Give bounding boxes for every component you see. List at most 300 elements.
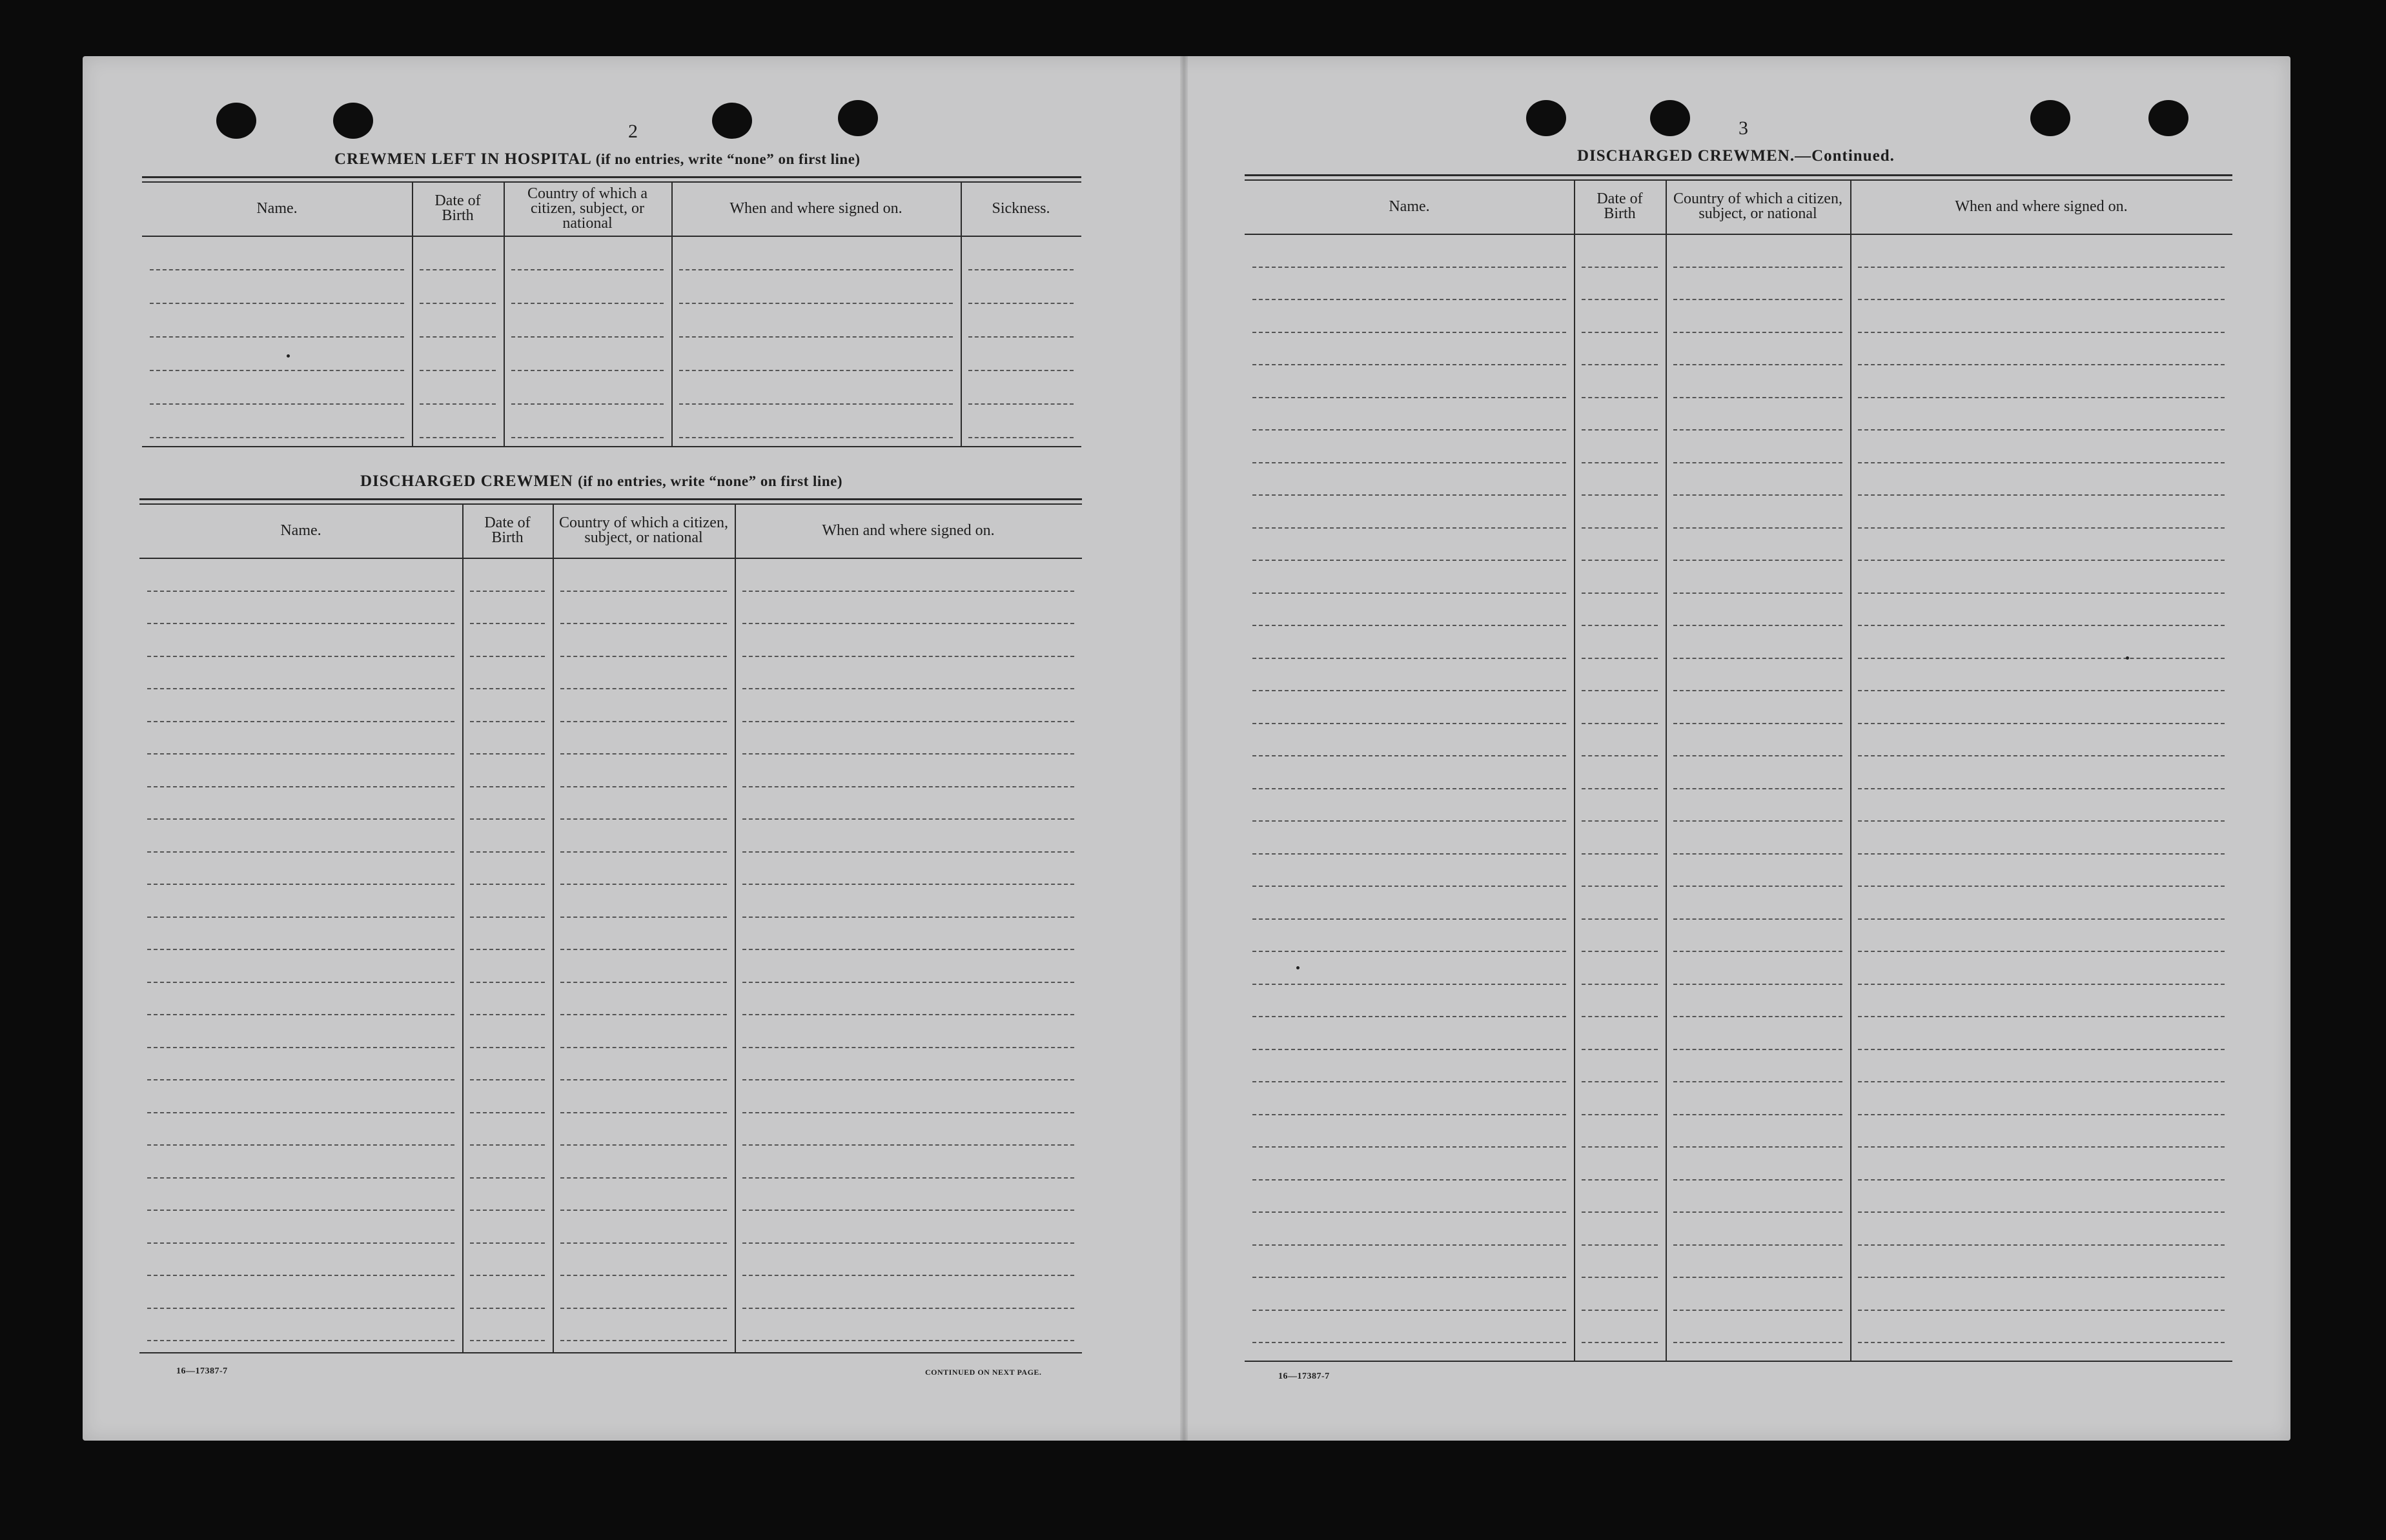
discharged-continued-entry-line xyxy=(1858,788,2225,789)
discharged-continued-entry-line xyxy=(1582,1081,1658,1082)
continued-notice: CONTINUED ON NEXT PAGE. xyxy=(925,1368,1042,1377)
discharged-continued-entry-line xyxy=(1252,494,1566,496)
discharged-continued-entry-line xyxy=(1582,364,1658,365)
discharged-continued-bottom-rule xyxy=(1245,1361,2232,1362)
binder-hole xyxy=(2030,100,2070,136)
discharged-continued-entry-line xyxy=(1582,462,1658,463)
discharged-entry-line xyxy=(742,721,1074,722)
discharged-entry-line xyxy=(470,1112,545,1113)
discharged-continued-entry-line xyxy=(1858,462,2225,463)
discharged-continued-entry-line xyxy=(1582,658,1658,659)
hospital-section-title xyxy=(334,150,861,168)
discharged-entry-line xyxy=(470,851,545,853)
binder-hole xyxy=(1526,100,1566,136)
discharged-continued-entry-line xyxy=(1582,397,1658,398)
discharged-entry-line xyxy=(147,949,454,950)
hospital-entry-line xyxy=(968,370,1074,371)
discharged-entry-line xyxy=(147,1275,454,1276)
discharged-entry-line xyxy=(147,884,454,885)
hospital-entry-line xyxy=(679,336,953,338)
discharged-continued-entry-line xyxy=(1252,690,1566,691)
discharged-entry-line xyxy=(470,591,545,592)
discharged-continued-entry-line xyxy=(1858,1146,2225,1148)
discharged-continued-entry-line xyxy=(1858,560,2225,561)
binder-hole xyxy=(712,103,752,139)
discharged-continued-entry-line xyxy=(1582,788,1658,789)
discharged-column-rule xyxy=(553,503,554,1353)
discharged-continued-entry-line xyxy=(1582,690,1658,691)
discharged-entry-line xyxy=(470,786,545,787)
discharged-continued-entry-line xyxy=(1673,593,1842,594)
discharged-continued-text: DISCHARGED CREWMEN.—Continued. xyxy=(1577,147,1895,165)
hospital-entry-line xyxy=(420,403,496,405)
discharged-continued-entry-line xyxy=(1858,1277,2225,1278)
discharged-entry-line xyxy=(147,753,454,755)
discharged-continued-entry-line xyxy=(1858,332,2225,333)
discharged-entry-line xyxy=(560,1079,727,1080)
form-code-left: 16—17387-7 xyxy=(176,1366,228,1376)
discharged-continued-entry-line xyxy=(1252,429,1566,431)
page-number-right: 3 xyxy=(1739,117,1748,139)
discharged-continued-entry-line xyxy=(1673,462,1842,463)
discharged-continued-entry-line xyxy=(1582,593,1658,594)
hospital-entry-line xyxy=(420,303,496,304)
discharged-entry-line xyxy=(742,949,1074,950)
hospital-entry-line xyxy=(420,336,496,338)
discharged-continued-entry-line xyxy=(1673,788,1842,789)
discharged-entry-line xyxy=(147,1210,454,1211)
hospital-column-rule xyxy=(961,181,962,447)
ink-speck xyxy=(287,354,290,358)
discharged-continued-entry-line xyxy=(1582,429,1658,431)
discharged-entry-line xyxy=(742,656,1074,657)
discharged-continued-entry-line xyxy=(1252,886,1566,887)
discharged-entry-line xyxy=(560,1242,727,1244)
discharged-entry-line xyxy=(147,982,454,983)
discharged-continued-entry-line xyxy=(1252,723,1566,724)
discharged-entry-line xyxy=(560,1112,727,1113)
discharged-entry-line xyxy=(560,851,727,853)
discharged-entry-line xyxy=(147,818,454,820)
discharged-entry-line xyxy=(147,786,454,787)
hospital-entry-line xyxy=(968,336,1074,338)
binder-hole xyxy=(333,103,373,139)
discharged-continued-entry-line xyxy=(1252,462,1566,463)
discharged-continued-entry-line xyxy=(1673,886,1842,887)
discharged-continued-entry-line xyxy=(1858,1310,2225,1311)
discharged-continued-entry-line xyxy=(1582,560,1658,561)
hospital-entry-line xyxy=(511,269,664,270)
discharged-continued-column-header: Name. xyxy=(1389,198,1430,215)
hospital-column-header: Name. xyxy=(256,199,298,217)
discharged-continued-entry-line xyxy=(1858,918,2225,920)
discharged-continued-entry-line xyxy=(1858,1114,2225,1115)
discharged-entry-line xyxy=(742,1112,1074,1113)
hospital-entry-line xyxy=(150,437,404,438)
hospital-entry-line xyxy=(150,370,404,371)
discharged-continued-entry-line xyxy=(1252,299,1566,300)
hospital-column-header: When and where signed on. xyxy=(729,199,902,217)
discharged-continued-entry-line xyxy=(1673,332,1842,333)
discharged-continued-entry-line xyxy=(1858,1049,2225,1050)
discharged-entry-line xyxy=(560,1340,727,1341)
discharged-continued-entry-line xyxy=(1673,853,1842,855)
discharged-continued-entry-line xyxy=(1673,1081,1842,1082)
discharged-bottom-rule xyxy=(139,1352,1082,1353)
hospital-table xyxy=(142,176,1081,447)
discharged-continued-entry-line xyxy=(1582,1244,1658,1246)
discharged-continued-entry-line xyxy=(1858,397,2225,398)
discharged-entry-line xyxy=(470,1340,545,1341)
discharged-continued-entry-line xyxy=(1252,918,1566,920)
discharged-entry-line xyxy=(147,1047,454,1048)
discharged-entry-line xyxy=(742,1210,1074,1211)
discharged-continued-entry-line xyxy=(1673,658,1842,659)
discharged-continued-entry-line xyxy=(1252,560,1566,561)
hospital-entry-line xyxy=(511,336,664,338)
discharged-entry-line xyxy=(742,753,1074,755)
discharged-entry-line xyxy=(742,1340,1074,1341)
discharged-entry-line xyxy=(470,949,545,950)
hospital-entry-line xyxy=(150,269,404,270)
discharged-continued-entry-line xyxy=(1673,690,1842,691)
discharged-continued-entry-line xyxy=(1252,364,1566,365)
hospital-column-rule xyxy=(671,181,673,447)
discharged-entry-line xyxy=(147,1144,454,1146)
discharged-continued-entry-line xyxy=(1673,1277,1842,1278)
ink-speck xyxy=(1296,966,1300,969)
discharged-continued-entry-line xyxy=(1858,1081,2225,1082)
discharged-continued-entry-line xyxy=(1673,527,1842,529)
discharged-entry-line xyxy=(742,1275,1074,1276)
discharged-entry-line xyxy=(560,688,727,689)
discharged-entry-line xyxy=(560,1144,727,1146)
discharged-entry-line xyxy=(470,1210,545,1211)
discharged-section-title xyxy=(360,472,842,491)
discharged-entry-line xyxy=(147,721,454,722)
discharged-continued-entry-line xyxy=(1858,886,2225,887)
discharged-column-header: Country of which a citizen, subject, or national xyxy=(559,514,728,546)
discharged-entry-line xyxy=(742,591,1074,592)
hospital-header-rule xyxy=(142,236,1081,237)
discharged-continued-top-rule xyxy=(1245,174,2232,181)
discharged-entry-line xyxy=(742,1047,1074,1048)
discharged-continued-entry-line xyxy=(1252,625,1566,626)
discharged-entry-line xyxy=(470,982,545,983)
discharged-continued-entry-line xyxy=(1582,1342,1658,1343)
discharged-entry-line xyxy=(470,688,545,689)
discharged-continued-entry-line xyxy=(1858,755,2225,756)
discharged-entry-line xyxy=(560,917,727,918)
discharged-title-text: DISCHARGED CREWMEN xyxy=(360,472,573,490)
discharged-continued-entry-line xyxy=(1858,853,2225,855)
discharged-continued-entry-line xyxy=(1252,1310,1566,1311)
discharged-continued-entry-line xyxy=(1673,723,1842,724)
hospital-entry-line xyxy=(150,403,404,405)
discharged-continued-entry-line xyxy=(1252,658,1566,659)
hospital-column-header: Date of Birth xyxy=(434,192,481,224)
discharged-entry-line xyxy=(742,818,1074,820)
hospital-column-header: Country of which a citizen, subject, or national xyxy=(527,185,647,232)
page-number-left: 2 xyxy=(628,121,638,142)
discharged-continued-entry-line xyxy=(1582,494,1658,496)
discharged-entry-line xyxy=(147,917,454,918)
discharged-entry-line xyxy=(742,1308,1074,1309)
discharged-entry-line xyxy=(147,1340,454,1341)
discharged-continued-entry-line xyxy=(1582,918,1658,920)
discharged-continued-entry-line xyxy=(1252,527,1566,529)
ink-speck xyxy=(2126,656,2129,660)
discharged-entry-line xyxy=(560,1308,727,1309)
discharged-entry-line xyxy=(560,884,727,885)
discharged-entry-line xyxy=(147,623,454,624)
discharged-continued-entry-line xyxy=(1858,429,2225,431)
discharged-continued-entry-line xyxy=(1252,1277,1566,1278)
hospital-bottom-rule xyxy=(142,446,1081,447)
discharged-entry-line xyxy=(147,1242,454,1244)
discharged-continued-entry-line xyxy=(1673,1114,1842,1115)
discharged-table xyxy=(139,498,1082,1353)
discharged-continued-entry-line xyxy=(1673,1146,1842,1148)
discharged-continued-column-rule xyxy=(1850,179,1851,1362)
discharged-header-rule xyxy=(139,558,1082,559)
discharged-entry-line xyxy=(560,1210,727,1211)
discharged-continued-entry-line xyxy=(1582,1310,1658,1311)
discharged-continued-entry-line xyxy=(1673,984,1842,985)
discharged-entry-line xyxy=(742,1144,1074,1146)
discharged-continued-column-rule xyxy=(1574,179,1575,1362)
discharged-entry-line xyxy=(560,1047,727,1048)
discharged-entry-line xyxy=(470,1308,545,1309)
discharged-continued-entry-line xyxy=(1582,1146,1658,1148)
discharged-column-rule xyxy=(735,503,736,1353)
discharged-continued-entry-line xyxy=(1252,1114,1566,1115)
discharged-continued-entry-line xyxy=(1582,527,1658,529)
hospital-column-header: Sickness. xyxy=(992,199,1050,217)
discharged-continued-entry-line xyxy=(1252,1211,1566,1213)
discharged-continued-column-header: Country of which a citizen, subject, or national xyxy=(1673,190,1842,222)
discharged-entry-line xyxy=(147,656,454,657)
discharged-continued-entry-line xyxy=(1582,1179,1658,1180)
hospital-entry-line xyxy=(420,370,496,371)
hospital-entry-line xyxy=(968,403,1074,405)
discharged-entry-line xyxy=(742,1242,1074,1244)
discharged-continued-entry-line xyxy=(1673,267,1842,268)
discharged-continued-entry-line xyxy=(1673,951,1842,952)
discharged-continued-entry-line xyxy=(1673,1179,1842,1180)
discharged-continued-entry-line xyxy=(1858,690,2225,691)
discharged-entry-line xyxy=(470,1177,545,1179)
discharged-continued-entry-line xyxy=(1673,820,1842,822)
discharged-entry-line xyxy=(470,884,545,885)
discharged-continued-entry-line xyxy=(1673,1211,1842,1213)
discharged-entry-line xyxy=(470,656,545,657)
discharged-continued-entry-line xyxy=(1673,494,1842,496)
discharged-entry-line xyxy=(560,949,727,950)
hospital-entry-line xyxy=(679,437,953,438)
discharged-entry-line xyxy=(742,884,1074,885)
discharged-continued-entry-line xyxy=(1582,984,1658,985)
discharged-entry-line xyxy=(560,753,727,755)
discharged-entry-line xyxy=(560,818,727,820)
discharged-entry-line xyxy=(470,1242,545,1244)
discharged-continued-entry-line xyxy=(1252,332,1566,333)
discharged-continued-entry-line xyxy=(1858,1244,2225,1246)
discharged-entry-line xyxy=(560,1014,727,1015)
hospital-entry-line xyxy=(679,370,953,371)
discharged-continued-title xyxy=(1577,147,1895,165)
discharged-entry-line xyxy=(470,818,545,820)
discharged-continued-entry-line xyxy=(1252,853,1566,855)
discharged-continued-entry-line xyxy=(1252,788,1566,789)
discharged-entry-line xyxy=(470,1014,545,1015)
discharged-entry-line xyxy=(147,1308,454,1309)
discharged-continued-entry-line xyxy=(1858,984,2225,985)
discharged-entry-line xyxy=(742,623,1074,624)
discharged-continued-entry-line xyxy=(1252,593,1566,594)
discharged-continued-table xyxy=(1245,174,2232,1362)
discharged-continued-column-header: When and where signed on. xyxy=(1955,198,2128,215)
hospital-title-note: (if no entries, write “none” on first line) xyxy=(595,151,861,167)
discharged-continued-entry-line xyxy=(1673,625,1842,626)
hospital-top-rule xyxy=(142,176,1081,183)
discharged-continued-entry-line xyxy=(1858,625,2225,626)
discharged-entry-line xyxy=(560,623,727,624)
discharged-continued-entry-line xyxy=(1673,1244,1842,1246)
discharged-entry-line xyxy=(560,656,727,657)
hospital-entry-line xyxy=(150,336,404,338)
discharged-continued-entry-line xyxy=(1582,299,1658,300)
discharged-continued-entry-line xyxy=(1252,267,1566,268)
discharged-continued-entry-line xyxy=(1858,527,2225,529)
discharged-continued-entry-line xyxy=(1858,267,2225,268)
discharged-entry-line xyxy=(560,721,727,722)
hospital-entry-line xyxy=(679,269,953,270)
discharged-continued-header-rule xyxy=(1245,234,2232,235)
discharged-continued-entry-line xyxy=(1252,397,1566,398)
hospital-entry-line xyxy=(420,437,496,438)
discharged-continued-entry-line xyxy=(1582,1277,1658,1278)
binder-hole xyxy=(216,103,256,139)
discharged-continued-entry-line xyxy=(1858,723,2225,724)
discharged-continued-entry-line xyxy=(1673,1016,1842,1017)
discharged-continued-entry-line xyxy=(1582,820,1658,822)
discharged-entry-line xyxy=(742,982,1074,983)
discharged-continued-entry-line xyxy=(1582,853,1658,855)
hospital-entry-line xyxy=(679,403,953,405)
discharged-continued-entry-line xyxy=(1858,299,2225,300)
discharged-continued-entry-line xyxy=(1673,1310,1842,1311)
discharged-continued-entry-line xyxy=(1252,1146,1566,1148)
binder-hole xyxy=(2148,100,2188,136)
hospital-entry-line xyxy=(511,403,664,405)
discharged-entry-line xyxy=(470,1144,545,1146)
discharged-continued-entry-line xyxy=(1858,1016,2225,1017)
discharged-entry-line xyxy=(742,1014,1074,1015)
discharged-entry-line xyxy=(560,982,727,983)
discharged-entry-line xyxy=(470,1079,545,1080)
discharged-continued-entry-line xyxy=(1673,397,1842,398)
discharged-entry-line xyxy=(742,1177,1074,1179)
discharged-continued-entry-line xyxy=(1252,1342,1566,1343)
discharged-continued-entry-line xyxy=(1673,755,1842,756)
discharged-entry-line xyxy=(147,1112,454,1113)
hospital-entry-line xyxy=(150,303,404,304)
page-fold xyxy=(1180,56,1188,1441)
hospital-entry-line xyxy=(679,303,953,304)
discharged-continued-entry-line xyxy=(1673,1342,1842,1343)
hospital-entry-line xyxy=(968,269,1074,270)
discharged-column-header: Name. xyxy=(280,522,321,539)
discharged-continued-entry-line xyxy=(1582,1016,1658,1017)
discharged-entry-line xyxy=(742,688,1074,689)
discharged-entry-line xyxy=(560,1177,727,1179)
hospital-entry-line xyxy=(420,269,496,270)
discharged-continued-entry-line xyxy=(1673,918,1842,920)
discharged-continued-entry-line xyxy=(1673,560,1842,561)
discharged-continued-entry-line xyxy=(1858,1211,2225,1213)
discharged-continued-entry-line xyxy=(1252,820,1566,822)
discharged-continued-entry-line xyxy=(1858,1342,2225,1343)
hospital-column-rule xyxy=(504,181,505,447)
discharged-continued-entry-line xyxy=(1252,755,1566,756)
discharged-continued-entry-line xyxy=(1673,429,1842,431)
hospital-column-rule xyxy=(412,181,413,447)
hospital-entry-line xyxy=(511,437,664,438)
discharged-continued-entry-line xyxy=(1858,364,2225,365)
hospital-entry-line xyxy=(511,303,664,304)
discharged-entry-line xyxy=(560,786,727,787)
binder-hole xyxy=(838,100,878,136)
discharged-top-rule xyxy=(139,498,1082,505)
discharged-column-header: When and where signed on. xyxy=(822,522,995,539)
form-sheet xyxy=(83,56,2290,1441)
discharged-continued-entry-line xyxy=(1858,658,2225,659)
discharged-continued-entry-line xyxy=(1673,1049,1842,1050)
discharged-continued-entry-line xyxy=(1858,1179,2225,1180)
hospital-entry-line xyxy=(968,437,1074,438)
discharged-continued-entry-line xyxy=(1582,1114,1658,1115)
discharged-entry-line xyxy=(147,1177,454,1179)
discharged-entry-line xyxy=(470,623,545,624)
discharged-continued-entry-line xyxy=(1582,267,1658,268)
discharged-continued-entry-line xyxy=(1582,886,1658,887)
discharged-continued-entry-line xyxy=(1252,1016,1566,1017)
discharged-continued-entry-line xyxy=(1858,494,2225,496)
discharged-continued-column-header: Date of Birth xyxy=(1596,190,1643,222)
hospital-entry-line xyxy=(968,303,1074,304)
discharged-continued-entry-line xyxy=(1858,951,2225,952)
discharged-column-header: Date of Birth xyxy=(484,514,531,546)
discharged-entry-line xyxy=(742,786,1074,787)
discharged-continued-entry-line xyxy=(1582,625,1658,626)
discharged-continued-entry-line xyxy=(1252,1244,1566,1246)
discharged-entry-line xyxy=(147,1014,454,1015)
discharged-continued-entry-line xyxy=(1582,755,1658,756)
discharged-entry-line xyxy=(470,917,545,918)
discharged-entry-line xyxy=(147,1079,454,1080)
discharged-entry-line xyxy=(742,917,1074,918)
hospital-title-text: CREWMEN LEFT IN HOSPITAL xyxy=(334,150,591,168)
discharged-continued-entry-line xyxy=(1582,332,1658,333)
discharged-continued-entry-line xyxy=(1252,951,1566,952)
discharged-continued-entry-line xyxy=(1252,984,1566,985)
discharged-entry-line xyxy=(470,721,545,722)
discharged-continued-entry-line xyxy=(1582,951,1658,952)
discharged-continued-entry-line xyxy=(1582,723,1658,724)
discharged-title-note: (if no entries, write “none” on first line) xyxy=(578,473,842,489)
discharged-continued-entry-line xyxy=(1582,1049,1658,1050)
